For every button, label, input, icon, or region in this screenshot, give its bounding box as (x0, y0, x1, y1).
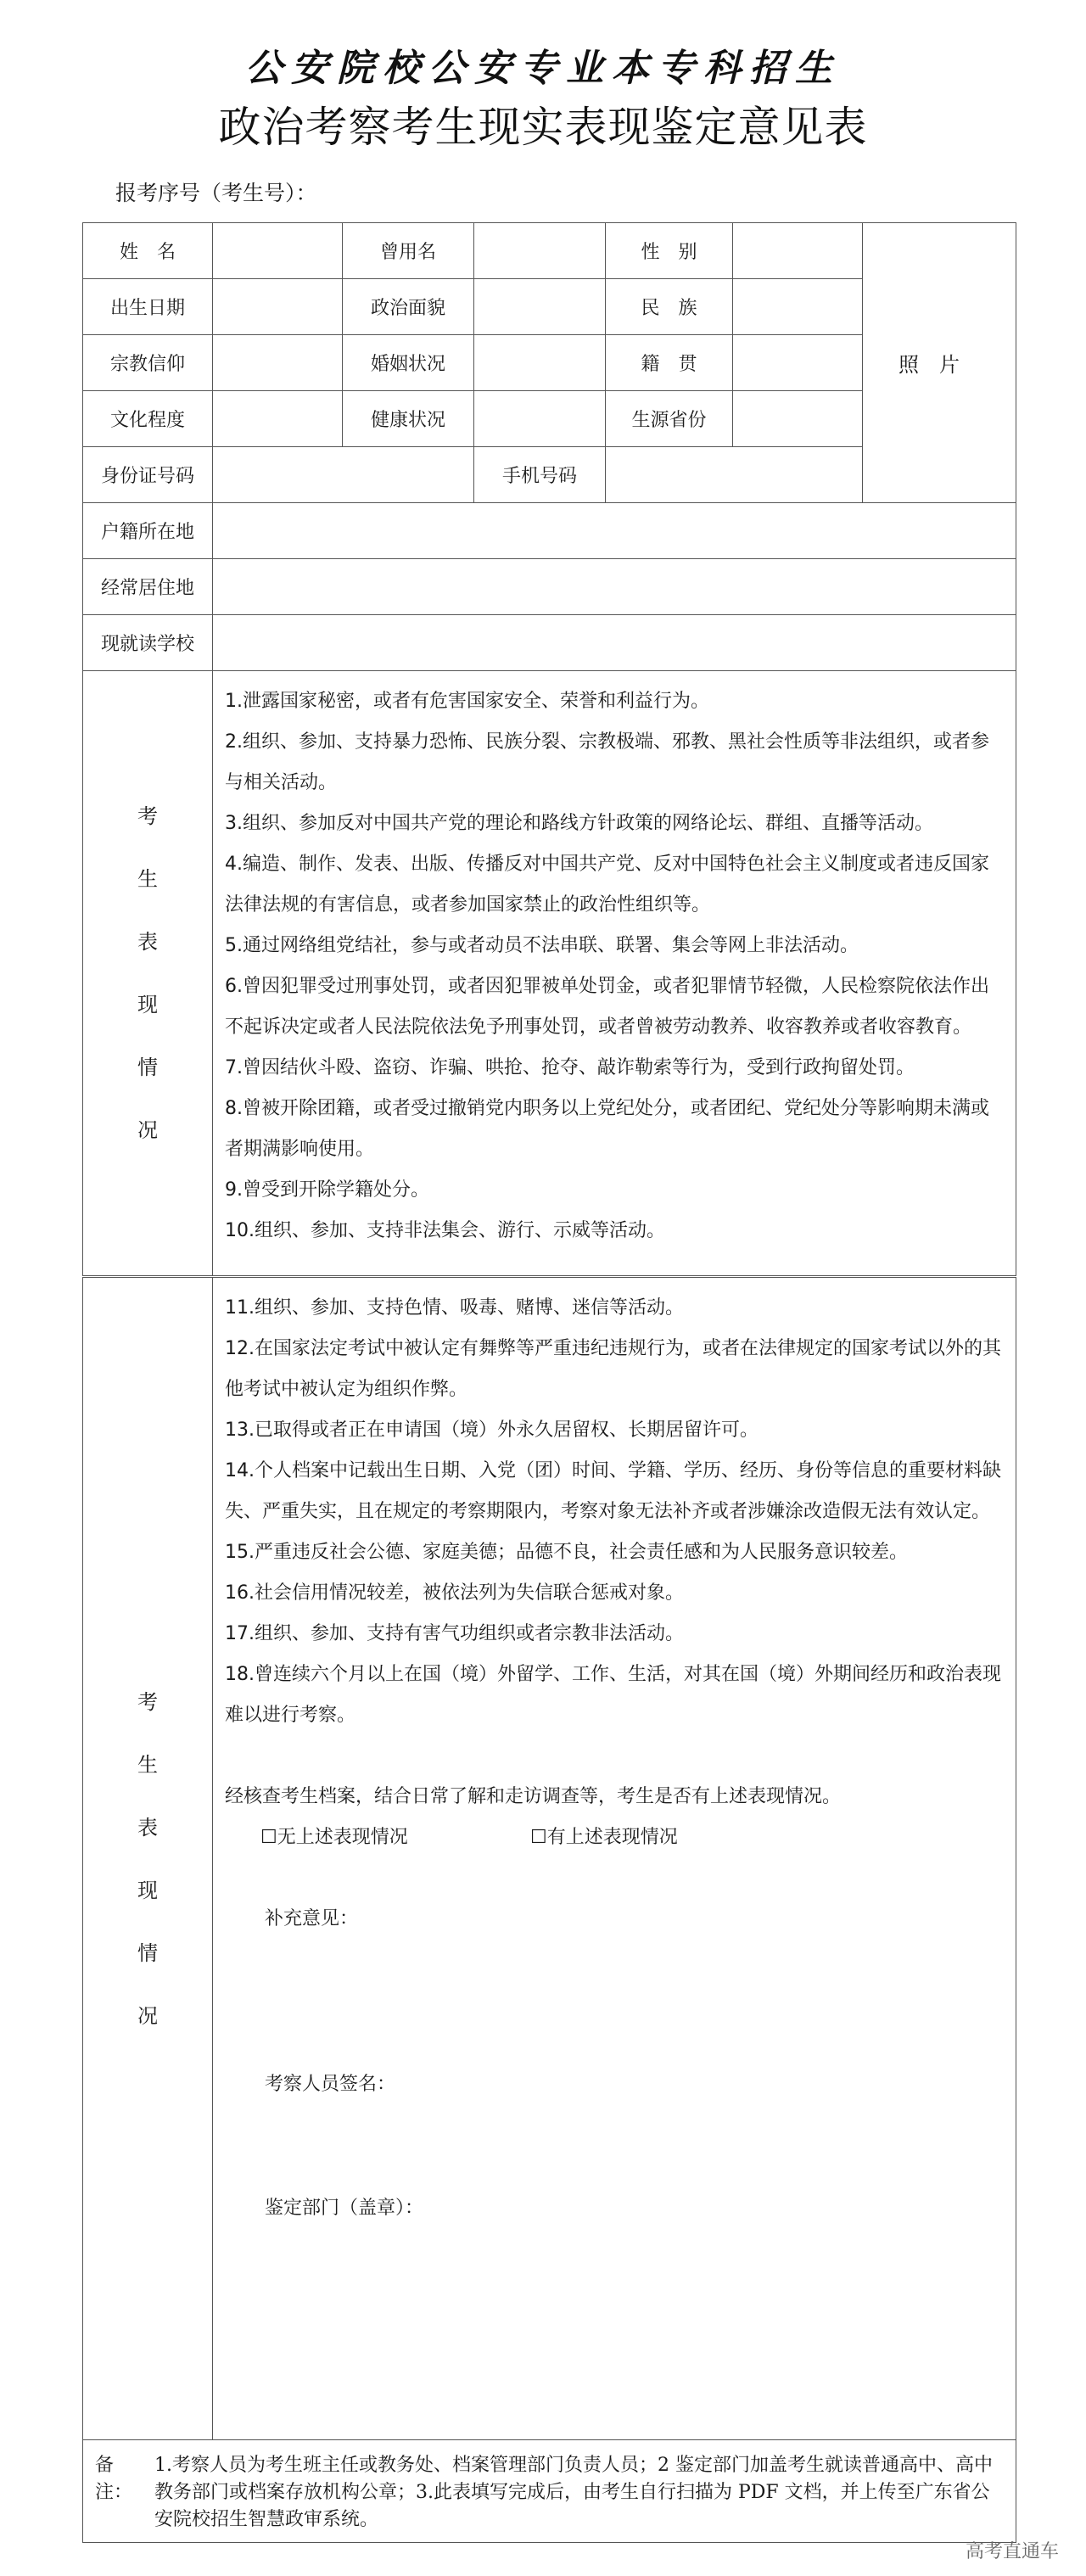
remarks-text: 1.考察人员为考生班主任或教务处、档案管理部门负责人员；2 鉴定部门加盖考生就读普通高中、高中教务部门或档案存放机构公章；3.此表填写完成后，由考生自行扫描为 PDF 文档，并上传至广东省公安院校招生智慧政审系统。 (154, 2455, 993, 2530)
conduct-item: 17.组织、参加、支持有害气功组织或者宗教非法活动。 (225, 1623, 684, 1644)
conduct-items-part-2 (213, 1278, 1016, 2440)
ethnicity-label: 民 族 (606, 279, 733, 335)
health-label: 健康状况 (343, 391, 474, 447)
inspector-signature-label: 考察人员签名： (265, 2074, 396, 2095)
phone-label: 手机号码 (474, 447, 606, 503)
option-has-label: 有上述表现情况 (546, 1827, 678, 1848)
conduct-item: 9.曾受到开除学籍处分。 (225, 1179, 429, 1201)
conduct-item: 11.组织、参加、支持色情、吸毒、赌博、迷信等活动。 (225, 1297, 684, 1319)
conclusion-statement: 经核查考生档案，结合日常了解和走访调查等，考生是否有上述表现情况。 (225, 1786, 842, 1807)
school-field[interactable] (213, 615, 1016, 671)
gender-label: 性 别 (606, 223, 733, 279)
checkbox-none[interactable]: ☐ (260, 1827, 277, 1848)
ethnicity-field[interactable] (733, 279, 863, 335)
political-status-field[interactable] (474, 279, 606, 335)
conduct-items-part-1 (213, 671, 1016, 1276)
conduct-item: 5.通过网络组党结社，参与或者动员不法串联、联署、集会等网上非法活动。 (225, 935, 859, 956)
conduct-item: 2.组织、参加、支持暴力恐怖、民族分裂、宗教极端、邪教、黑社会性质等非法组织，或者参与相关活动。 (225, 731, 989, 793)
department-seal-label: 鉴定部门（盖章）： (265, 2198, 424, 2219)
conduct-item: 12.在国家法定考试中被认定有舞弊等严重违纪违规行为，或者在法律规定的国家考试以外的其他考试中被认定为组织作弊。 (225, 1338, 1001, 1400)
origin-province-field[interactable] (733, 391, 863, 447)
option-none[interactable] (260, 1817, 530, 1858)
birth-date-field[interactable] (213, 279, 343, 335)
gender-field[interactable] (733, 223, 863, 279)
id-number-label: 身份证号码 (83, 447, 213, 503)
phone-field[interactable] (606, 447, 863, 503)
residence-label: 经常居住地 (83, 559, 213, 615)
origin-province-label: 生源省份 (606, 391, 733, 447)
name-field[interactable] (213, 223, 343, 279)
supplement-label: 补充意见： (265, 1908, 359, 1929)
hukou-field[interactable] (213, 503, 1016, 559)
conduct-item: 13.已取得或者正在申请国（境）外永久居留权、长期居留许可。 (225, 1420, 759, 1441)
conduct-item: 10.组织、参加、支持非法集会、游行、示威等活动。 (225, 1220, 665, 1241)
name-label: 姓 名 (83, 223, 213, 279)
marital-status-label: 婚姻状况 (343, 335, 474, 391)
option-has[interactable] (530, 1817, 800, 1858)
checkbox-has[interactable]: ☐ (530, 1827, 547, 1848)
registration-number-label: 报考序号（考生号）： (115, 181, 317, 205)
applicant-info-table (82, 222, 1016, 1276)
conduct-item: 6.曾因犯罪受过刑事处罚，或者因犯罪被单处罚金，或者犯罪情节轻微，人民检察院依法作出不起诉决定或者人民法院依法免予刑事处罚，或者曾被劳动教养、收容教养或者收容教育。 (225, 976, 989, 1038)
birth-date-label: 出生日期 (83, 279, 213, 335)
conduct-table-continued (82, 1277, 1016, 2543)
conduct-item: 16.社会信用情况较差，被依法列为失信联合惩戒对象。 (225, 1582, 684, 1604)
id-number-field[interactable] (213, 447, 474, 503)
conduct-item: 14.个人档案中记载出生日期、入党（团）时间、学籍、学历、经历、身份等信息的重要材料缺失、严重失实，且在规定的考察期限内，考察对象无法补齐或者涉嫌涂改造假无法有效认定。 (225, 1460, 1001, 1522)
conduct-item: 15.严重违反社会公德、家庭美德；品德不良，社会责任感和为人民服务意识较差。 (225, 1542, 908, 1563)
conduct-item: 3.组织、参加反对中国共产党的理论和路线方针政策的网络论坛、群组、直播等活动。 (225, 813, 933, 834)
former-name-label: 曾用名 (343, 223, 474, 279)
form-title: 政治考察考生现实表现鉴定意见表 (218, 103, 868, 152)
conduct-item: 1.泄露国家秘密，或者有危害国家安全、荣誉和利益行为。 (225, 691, 709, 712)
hukou-label: 户籍所在地 (83, 503, 213, 559)
religion-label: 宗教信仰 (83, 335, 213, 391)
school-label: 现就读学校 (83, 615, 213, 671)
performance-section-label: 考生表现情况 (83, 671, 213, 1276)
religion-field[interactable] (213, 335, 343, 391)
former-name-field[interactable] (474, 223, 606, 279)
remarks-label: 备注： (95, 2455, 133, 2503)
photo-area[interactable]: 照片 (863, 223, 1016, 503)
native-place-label: 籍 贯 (606, 335, 733, 391)
education-label: 文化程度 (83, 391, 213, 447)
performance-section-label-2: 考生表现情况 (83, 1278, 213, 2440)
watermark: 高考直通车 (965, 2541, 1059, 2562)
marital-status-field[interactable] (474, 335, 606, 391)
title-line-1: 公安院校公安专业本专科招生 (245, 47, 841, 90)
residence-field[interactable] (213, 559, 1016, 615)
political-status-label: 政治面貌 (343, 279, 474, 335)
option-none-label: 无上述表现情况 (277, 1827, 408, 1848)
remarks (83, 2440, 1016, 2543)
conduct-item: 4.编造、制作、发表、出版、传播反对中国共产党、反对中国特色社会主义制度或者违反国家法律法规的有害信息，或者参加国家禁止的政治性组织等。 (225, 854, 989, 916)
conduct-item: 18.曾连续六个月以上在国（境）外留学、工作、生活，对其在国（境）外期间经历和政治表现难以进行考察。 (225, 1664, 1001, 1726)
education-field[interactable] (213, 391, 343, 447)
health-field[interactable] (474, 391, 606, 447)
conclusion-options (225, 1817, 1004, 1858)
conduct-item: 8.曾被开除团籍，或者受过撤销党内职务以上党纪处分，或者团纪、党纪处分等影响期未满或者期满影响使用。 (225, 1098, 989, 1160)
native-place-field[interactable] (733, 335, 863, 391)
conduct-item: 7.曾因结伙斗殴、盗窃、诈骗、哄抢、抢夺、敲诈勒索等行为，受到行政拘留处罚。 (225, 1057, 915, 1078)
